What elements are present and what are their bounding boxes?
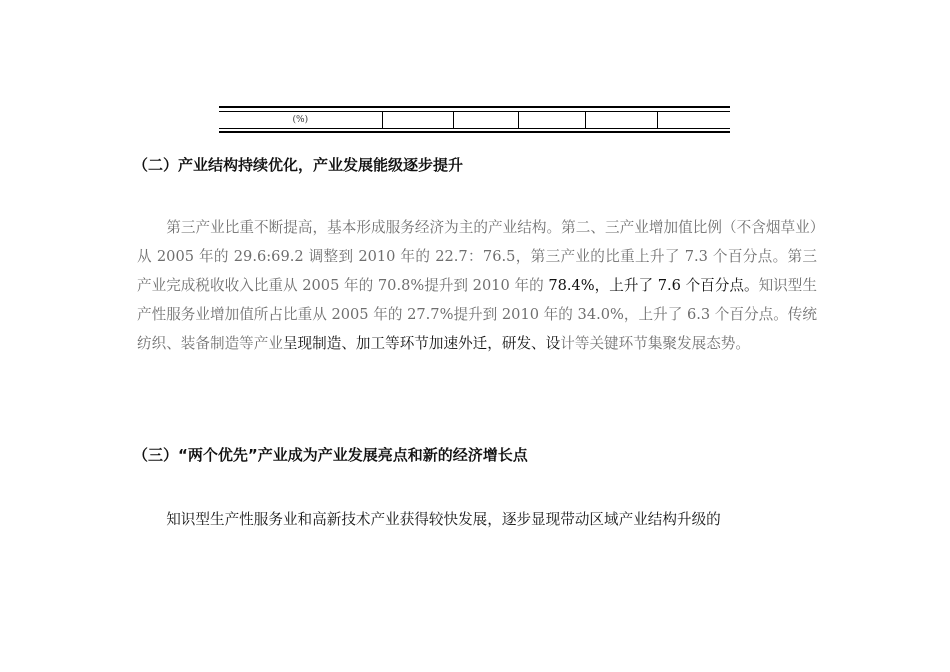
para1-text-1: 第三产业比重不断提高，基本形成服务经济为主的产业结构。第二、三产业增加值比例（不含烟草业）从 2005 年的 29.6:69.2 调整到 2010 年的 22.7：76.5，第三产业的比重上升了 7.3 个百分点。第三产业完成税收收入比重从 2005 年的 70.8%提升到 2010 年的 bbox=[137, 219, 817, 294]
section-heading-2: （二）产业结构持续优化，产业发展能级逐步提升 bbox=[133, 156, 464, 174]
para1-text-3: 知识型生产性服务业增加值所占比重从 2005 年的 27.7%提升到 2010 年的 34.0%，上升了 6.3 个百分点。传统纺织、装备制造等产业 bbox=[137, 277, 817, 352]
table-cell bbox=[383, 112, 454, 128]
table-cell bbox=[454, 112, 520, 128]
table-unit-cell: (%) bbox=[219, 112, 383, 128]
table-row bbox=[219, 112, 730, 128]
para1-text-5: 计等关键环节集聚发展态势。 bbox=[560, 335, 750, 352]
table-cell bbox=[586, 112, 658, 128]
section-heading-3: （三）“两个优先”产业成为产业发展亮点和新的经济增长点 bbox=[133, 446, 528, 464]
paragraph-2 bbox=[137, 505, 817, 534]
table-bottom-rule bbox=[219, 128, 730, 129]
table-fragment bbox=[219, 106, 730, 133]
para2-text: 知识型生产性服务业和高新技术产业获得较快发展，逐步显现带动区域产业结构升级的 bbox=[166, 511, 721, 528]
table-cell bbox=[519, 112, 586, 128]
table-cell bbox=[658, 112, 730, 128]
paragraph-1 bbox=[137, 213, 817, 358]
para1-text-4: 呈现制造、加工等环节加速外迁，研发、设 bbox=[282, 335, 561, 352]
table-bottom-double-rule bbox=[219, 131, 730, 133]
para1-text-2: 78.4%，上升了 7.6 个百分点。 bbox=[548, 277, 759, 294]
